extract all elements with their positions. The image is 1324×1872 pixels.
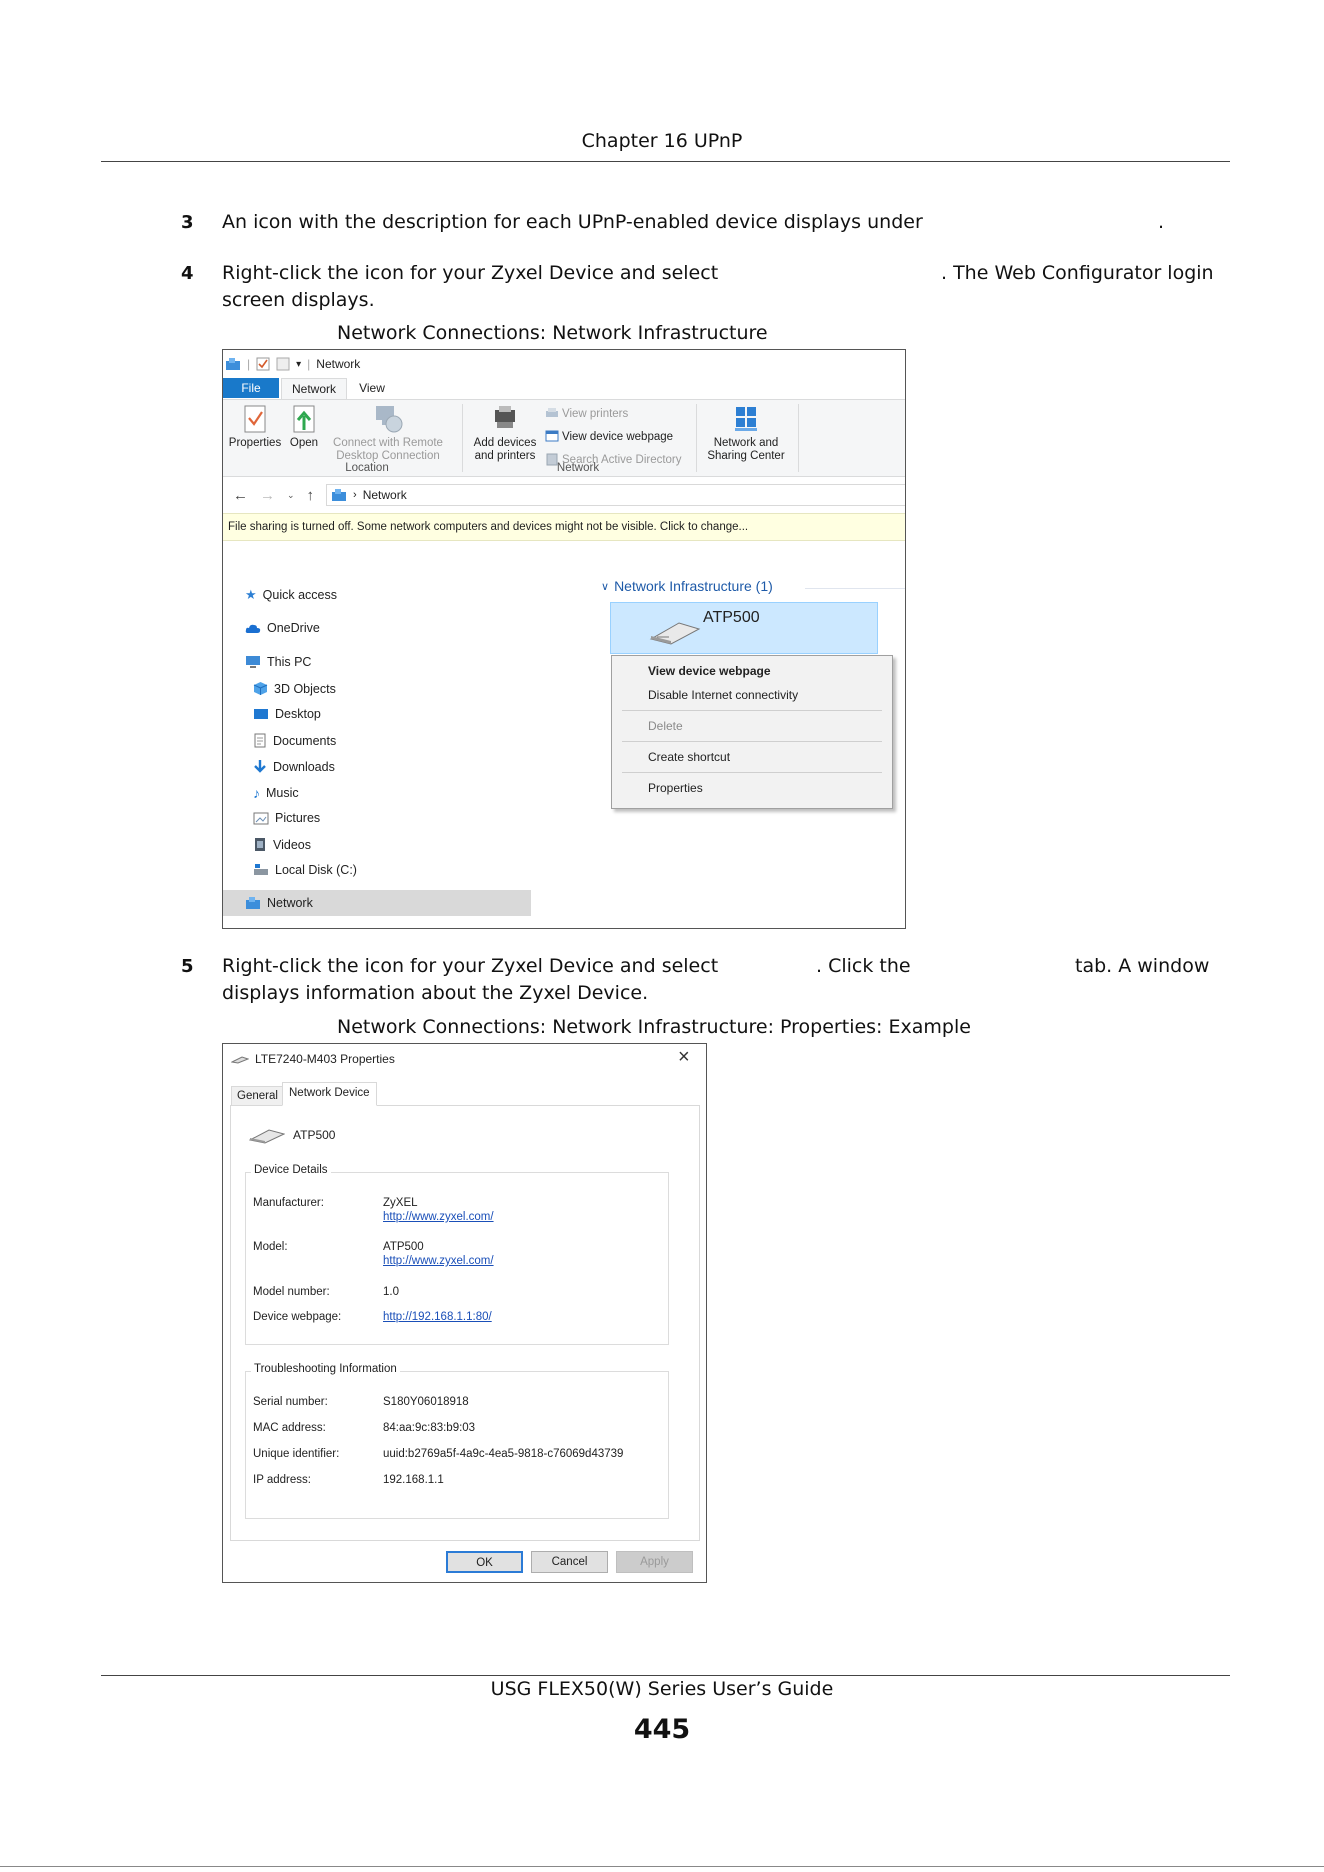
webpage-icon [545,430,559,443]
nav-documents[interactable]: Documents [253,733,336,748]
device-tile[interactable] [610,602,878,654]
mac-address-value: 84:aa:9c:83:b9:03 [383,1422,476,1434]
device-name: ATP500 [293,1128,336,1142]
nav-downloads[interactable]: Downloads [253,759,335,774]
figure-caption: Network Connections: Network Infrastructure: Properties: Example [337,1016,971,1038]
menu-separator [622,772,882,773]
ribbon-tab-view[interactable]: View [359,381,385,395]
ip-address-label: IP address: [253,1474,311,1486]
address-row [223,477,906,513]
ribbon-tab-network[interactable]: Network [281,378,347,400]
back-arrow-icon[interactable]: ← [233,486,248,504]
group-title: Device Details [251,1164,331,1176]
step-text-end: tab. A window [1075,955,1210,977]
forward-arrow-icon[interactable]: → [260,486,275,504]
ip-address-value: 192.168.1.1 [383,1474,444,1486]
step-text: Right-click the icon for your Zyxel Device and select [222,955,719,977]
view-printers-button[interactable]: View printers [545,407,628,420]
step-number: 5 [181,956,194,977]
menu-separator [622,741,882,742]
serial-number-value: S180Y06018918 [383,1396,469,1408]
group-header-rule [805,588,906,589]
page-number: 445 [633,1714,691,1745]
unique-identifier-value: uuid:b2769a5f-4a9c-4ea5-9818-c76069d43739 [383,1448,624,1460]
cloud-icon [245,623,261,634]
step-text: An icon with the description for each UPnP-enabled device displays under [222,211,923,233]
dialog-title: LTE7240-M403 Properties [255,1052,395,1066]
guide-title: USG FLEX50(W) Series User’s Guide [490,1678,834,1700]
ok-button[interactable]: OK [446,1551,523,1573]
step-text-line2: displays information about the Zyxel Device. [222,982,649,1004]
model-label: Model: [253,1241,288,1253]
network-folder-icon [225,357,241,371]
ribbon-divider [696,404,697,472]
group-title: Troubleshooting Information [251,1363,400,1375]
manufacturer-url[interactable]: http://www.zyxel.com/ [383,1211,494,1223]
nav-network[interactable]: Network [245,896,313,910]
network-sharing-icon [731,404,761,434]
address-text: Network [362,488,407,502]
context-menu [611,655,893,809]
chapter-header: Chapter 16 UPnP [581,130,743,152]
group-header[interactable]: ∨ Network Infrastructure (1) [601,578,773,594]
picture-icon [253,812,269,825]
add-devices-button[interactable]: Add devices and printers [467,404,543,463]
network-sharing-center-button[interactable]: Network and Sharing Center [701,404,791,463]
model-number-label: Model number: [253,1286,330,1298]
nav-videos[interactable]: Videos [253,837,311,852]
film-icon [253,837,267,852]
properties-button[interactable]: Properties [227,404,283,449]
ribbon-divider [462,404,463,472]
step-text: Right-click the icon for your Zyxel Device and select [222,262,719,284]
tab-general[interactable]: General [231,1086,284,1105]
ribbon [223,399,906,477]
tab-network-device[interactable]: Network Device [282,1082,377,1106]
step-text-end: . [1158,211,1165,233]
footer-rule [101,1675,1230,1676]
step-text-end: . The Web Configurator login [941,262,1214,284]
step-number: 4 [181,263,194,284]
menu-item-disable-internet[interactable]: Disable Internet connectivity [648,688,799,702]
ribbon-tab-file[interactable]: File [223,378,279,398]
desktop-icon [253,708,269,721]
music-note-icon: ♪ [253,785,260,801]
manufacturer-label: Manufacturer: [253,1197,324,1209]
troubleshooting-group [245,1371,669,1519]
nav-onedrive[interactable]: OneDrive [245,621,320,635]
cancel-button[interactable]: Cancel [531,1551,608,1573]
printer-icon [545,407,559,420]
group-location-label: Location [345,462,389,474]
step-text-mid: . Click the [816,955,911,977]
monitor-icon [245,655,261,669]
figure-caption: Network Connections: Network Infrastructure [337,322,768,344]
properties-dialog [222,1043,707,1583]
model-url[interactable]: http://www.zyxel.com/ [383,1255,494,1267]
collapse-chevron-icon: ∨ [601,580,610,593]
document-icon [253,733,267,748]
device-name: ATP500 [703,609,760,626]
nav-this-pc[interactable]: This PC [245,655,311,669]
connect-remote-button[interactable]: Connect with Remote Desktop Connection [325,404,451,463]
download-arrow-icon [253,759,267,774]
explorer-window [222,349,906,929]
nav-music[interactable]: ♪ Music [253,785,299,801]
star-icon: ★ [245,587,257,602]
nav-pictures[interactable]: Pictures [253,811,320,825]
step-text-line2: screen displays. [222,289,375,311]
menu-item-view-device-webpage[interactable]: View device webpage [648,664,771,678]
mac-address-label: MAC address: [253,1422,326,1434]
model-value: ATP500 [383,1241,424,1253]
title-bar: | ▾ | Network [223,350,906,378]
quick-access-dropdown-icon[interactable]: ▾ [296,358,302,370]
open-icon [291,404,317,434]
device-webpage-link[interactable]: http://192.168.1.1:80/ [383,1311,492,1323]
menu-item-properties[interactable]: Properties [648,781,703,795]
address-bar[interactable] [326,484,906,506]
menu-separator [622,710,882,711]
network-folder-icon [245,896,261,910]
open-button[interactable]: Open [287,404,321,449]
step-number: 3 [181,212,194,233]
view-device-webpage-button[interactable]: View device webpage [545,430,673,443]
breadcrumb-chevron-icon: › [353,489,357,501]
new-folder-quick-icon[interactable] [276,357,290,371]
bottom-rule [0,1866,1324,1867]
router-icon [649,617,701,645]
close-icon[interactable]: × [678,1046,690,1068]
drive-icon [253,863,269,877]
device-webpage-label: Device webpage: [253,1311,342,1323]
ribbon-divider [798,404,799,472]
header-rule [101,161,1230,162]
info-bar[interactable]: File sharing is turned off. Some network computers and devices might not be visible. Click to change... [223,513,906,541]
menu-item-create-shortcut[interactable]: Create shortcut [648,750,731,764]
properties-quick-icon[interactable] [256,357,270,371]
remote-desktop-icon [370,404,406,434]
nav-desktop[interactable]: Desktop [253,707,321,721]
search-ad-button[interactable]: Search Active Directory [545,453,682,466]
nav-quick-access[interactable]: ★ Quick access [245,587,337,602]
nav-3d-objects[interactable]: 3D Objects [253,681,336,696]
manufacturer-value: ZyXEL [383,1197,418,1209]
network-folder-icon [331,488,347,502]
properties-icon [242,404,268,434]
group-network-label: Network [556,462,600,474]
dialog-title-bar [223,1044,707,1074]
model-number-value: 1.0 [383,1286,399,1298]
cube-icon [253,681,268,696]
nav-local-disk[interactable]: Local Disk (C:) [253,863,357,877]
router-icon [231,1055,249,1064]
add-devices-icon [489,404,521,434]
unique-identifier-label: Unique identifier: [253,1448,340,1460]
menu-item-delete[interactable]: Delete [648,719,683,733]
window-title: Network [316,357,361,371]
serial-number-label: Serial number: [253,1396,328,1408]
up-arrow-icon[interactable]: ↑ [306,486,315,504]
router-icon [249,1126,285,1144]
recent-dropdown-icon[interactable]: ⌄ [287,489,295,500]
apply-button[interactable]: Apply [616,1551,693,1573]
